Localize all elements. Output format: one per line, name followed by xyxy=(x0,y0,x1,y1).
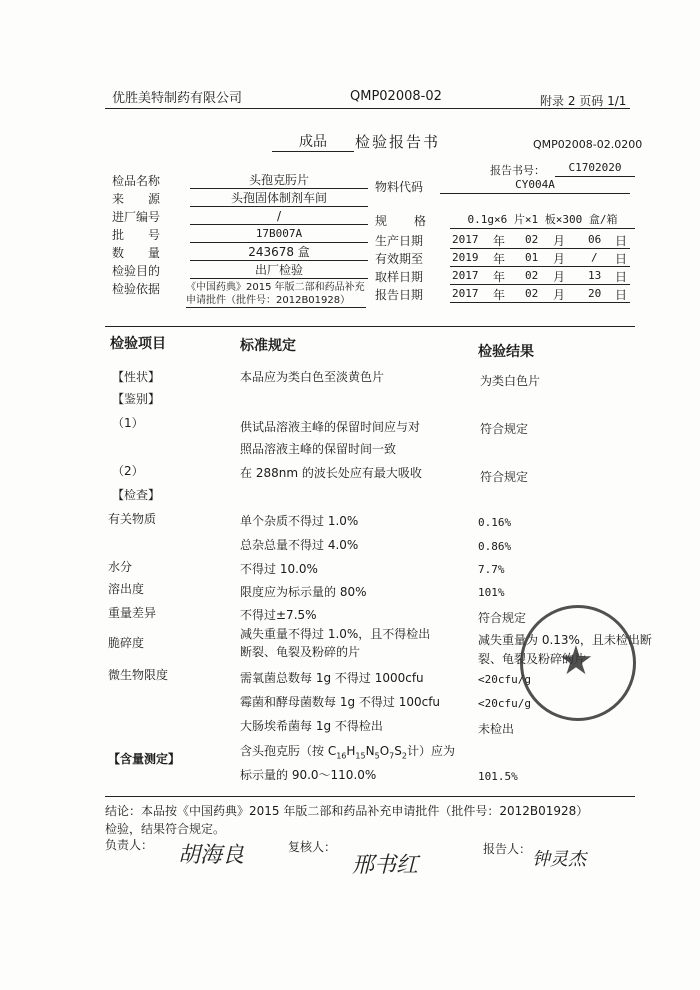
responsible-label: 负责人： xyxy=(105,838,154,852)
std-id2: 在 288nm 的波长处应有最大吸收 xyxy=(240,466,422,480)
assay-sub: 7 xyxy=(389,751,395,761)
table-top-divider xyxy=(105,326,635,327)
res-micro-1: <20cfu/g xyxy=(478,673,531,686)
res-dissolution: 101% xyxy=(478,586,505,599)
doc-code: QMP02008-02 xyxy=(350,89,442,104)
header-result: 检验结果 xyxy=(478,344,534,360)
conclusion-divider xyxy=(105,796,635,797)
item-id1: （1） xyxy=(112,416,144,430)
field-label: 检验依据 xyxy=(112,282,161,296)
unit-month: 月 xyxy=(553,252,566,266)
assay-elem: O xyxy=(379,744,390,758)
res-weight: 符合规定 xyxy=(478,611,527,625)
date-label: 报告日期 xyxy=(375,288,424,302)
report-title: 检验报告书 xyxy=(355,133,441,151)
section-appearance: 【性状】 xyxy=(112,370,161,384)
std-id1-line1: 供试品溶液主峰的保留时间应与对 xyxy=(240,420,421,434)
date-day: 13 xyxy=(588,269,602,282)
field-quantity: 243678 盒 xyxy=(190,244,368,261)
spec-value: 0.1g×6 片×1 板×300 盒/箱 xyxy=(450,212,635,229)
date-day: 06 xyxy=(588,233,602,246)
field-basis: 《中国药典》2015 年版二部和药品补充申请批件（批件号：2012B01928） xyxy=(186,282,365,306)
res-micro-3: 未检出 xyxy=(478,722,515,736)
std-micro-3: 大肠埃希菌每 1g 不得检出 xyxy=(240,719,383,733)
field-source: 头孢固体制剂车间 xyxy=(190,190,368,207)
form-code: QMP02008-02.0200 xyxy=(533,138,643,151)
std-water: 不得过 10.0% xyxy=(240,562,318,576)
field-product-name: 头孢克肟片 xyxy=(190,172,368,189)
report-category: 成品 xyxy=(272,131,354,152)
item-dissolution: 溶出度 xyxy=(108,582,145,596)
field-label: 进厂编号 xyxy=(112,210,161,224)
unit-day: 日 xyxy=(615,270,628,284)
unit-year: 年 xyxy=(493,270,506,284)
date-label: 取样日期 xyxy=(375,270,424,284)
item-related: 有关物质 xyxy=(108,512,157,526)
header-item: 检验项目 xyxy=(110,336,166,352)
section-check: 【检查】 xyxy=(112,488,161,502)
company-name: 优胜美特制药有限公司 xyxy=(112,91,243,106)
field-label: 批 号 xyxy=(112,228,161,242)
date-day: 20 xyxy=(588,287,602,300)
item-friability: 脆碎度 xyxy=(108,636,145,650)
date-year: 2017 xyxy=(452,287,479,300)
std-friability-2: 断裂、龟裂及粉碎的片 xyxy=(240,645,361,659)
res-id1: 符合规定 xyxy=(480,422,529,436)
assay-sub: 2 xyxy=(401,751,407,761)
responsible-signature: 胡海良 xyxy=(178,843,245,868)
res-appearance: 为类白色片 xyxy=(480,374,541,388)
std-appearance: 本品应为类白色至淡黄色片 xyxy=(240,370,385,384)
std-friability-1: 减失重量不得过 1.0%，且不得检出 xyxy=(240,627,431,641)
material-code-label: 物料代码 xyxy=(375,180,424,194)
field-entry-no: / xyxy=(190,208,368,225)
item-id2: （2） xyxy=(112,464,144,478)
std-dissolution: 限度应为标示量的 80% xyxy=(240,585,367,599)
unit-day: 日 xyxy=(615,234,628,248)
unit-year: 年 xyxy=(493,288,506,302)
unit-month: 月 xyxy=(553,234,566,248)
res-micro-2: <20cfu/g xyxy=(478,697,531,710)
unit-month: 月 xyxy=(553,270,566,284)
std-id1-line2: 照品溶液主峰的保留时间一致 xyxy=(240,442,397,456)
unit-year: 年 xyxy=(493,252,506,266)
section-assay: 【含量测定】 xyxy=(108,752,181,766)
item-weight: 重量差异 xyxy=(108,606,157,620)
assay-elem: S xyxy=(394,744,402,758)
res-friability-1: 减失重量为 0.13%，且未检出断 xyxy=(478,633,652,647)
field-purpose: 出厂检验 xyxy=(190,262,368,279)
assay-sub: 5 xyxy=(374,751,380,761)
reviewer-signature: 邢书红 xyxy=(352,853,419,878)
assay-elem: H xyxy=(346,744,356,758)
report-no-value: C1702020 xyxy=(555,160,635,177)
date-month: 02 xyxy=(525,269,539,282)
conclusion-line2: 检验，结果符合规定。 xyxy=(105,822,226,836)
std-assay-1 xyxy=(240,742,455,760)
unit-day: 日 xyxy=(615,252,628,266)
res-water: 7.7% xyxy=(478,563,505,576)
header-divider xyxy=(105,108,630,109)
reviewer-label: 复核人： xyxy=(288,840,337,854)
assay-text: 计）应为 xyxy=(406,744,455,758)
assay-sub: 15 xyxy=(355,751,366,761)
item-microbial: 微生物限度 xyxy=(108,668,169,682)
star-icon: ★ xyxy=(558,638,594,684)
assay-text: 含头孢克肟（按 C xyxy=(240,744,337,758)
date-month: 02 xyxy=(525,287,539,300)
std-weight: 不得过±7.5% xyxy=(240,608,317,622)
section-identification: 【鉴别】 xyxy=(112,392,161,406)
spec-label: 规 格 xyxy=(375,214,428,228)
res-friability-2: 裂、龟裂及粉碎的片 xyxy=(478,652,587,666)
date-day: / xyxy=(591,251,598,264)
assay-sub: 16 xyxy=(336,751,347,761)
reporter-label: 报告人： xyxy=(483,842,532,856)
res-assay: 101.5% xyxy=(478,770,518,783)
report-no-label: 报告书号： xyxy=(490,164,545,177)
res-related-2: 0.86% xyxy=(478,540,512,553)
header-standard: 标准规定 xyxy=(240,338,296,354)
field-label: 数 量 xyxy=(112,246,161,260)
std-related-2: 总杂总量不得过 4.0% xyxy=(240,538,359,552)
std-assay-2: 标示量的 90.0～110.0% xyxy=(240,768,377,782)
std-related-1: 单个杂质不得过 1.0% xyxy=(240,514,359,528)
date-label: 生产日期 xyxy=(375,234,424,248)
date-label: 有效期至 xyxy=(375,252,424,266)
quality-seal xyxy=(520,605,636,721)
unit-year: 年 xyxy=(493,234,506,248)
field-label: 检验目的 xyxy=(112,264,161,278)
std-micro-1: 需氧菌总数每 1g 不得过 1000cfu xyxy=(240,671,424,685)
material-code-value: CY004A xyxy=(440,177,630,194)
date-year: 2019 xyxy=(452,251,479,264)
field-label: 来 源 xyxy=(112,192,161,206)
res-id2: 符合规定 xyxy=(480,470,529,484)
conclusion-line1: 结论：本品按《中国药典》2015 年版二部和药品补充申请批件（批件号：2012B01928） xyxy=(105,804,589,818)
reporter-signature: 钟灵杰 xyxy=(532,849,586,870)
date-year: 2017 xyxy=(452,233,479,246)
page-info: 附录 2 页码 1/1 xyxy=(540,94,627,108)
date-month: 02 xyxy=(525,233,539,246)
std-micro-2: 霉菌和酵母菌数每 1g 不得过 100cfu xyxy=(240,695,441,709)
unit-day: 日 xyxy=(615,288,628,302)
field-batch-no: 17B007A xyxy=(190,226,368,243)
unit-month: 月 xyxy=(553,288,566,302)
res-related-1: 0.16% xyxy=(478,516,512,529)
field-label: 检品名称 xyxy=(112,174,161,188)
item-water: 水分 xyxy=(108,560,133,574)
date-year: 2017 xyxy=(452,269,479,282)
assay-elem: N xyxy=(365,744,375,758)
date-month: 01 xyxy=(525,251,539,264)
